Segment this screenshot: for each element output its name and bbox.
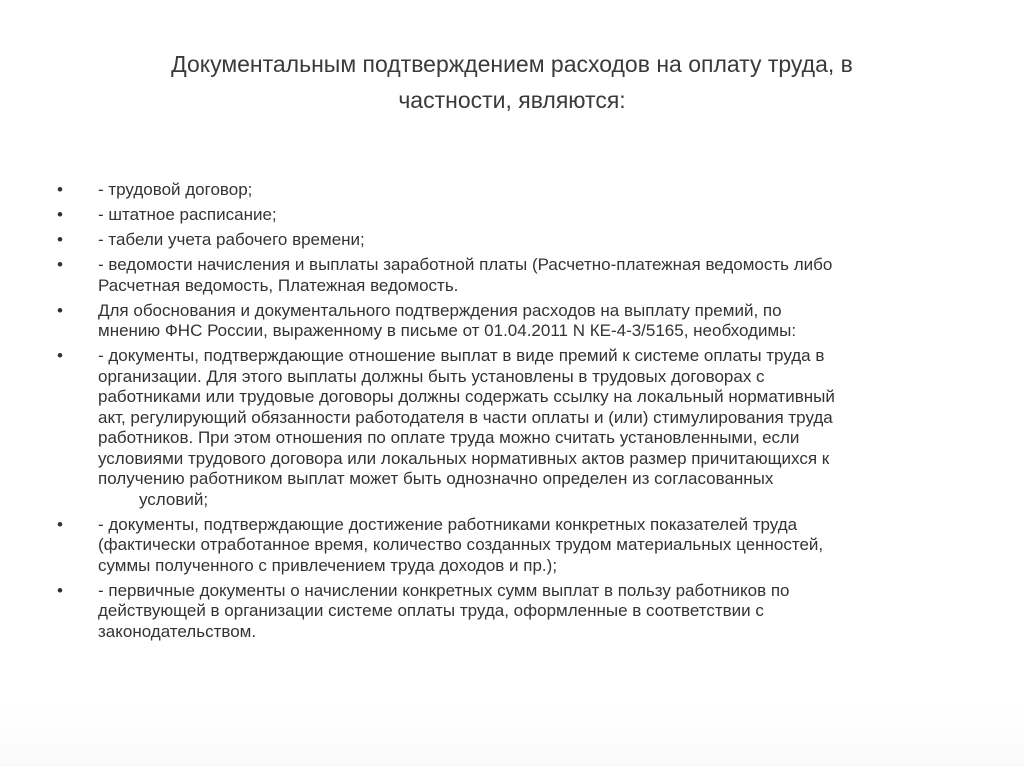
bullet-text-line: работников. При этом отношения по оплате труда можно считать установленными, если (98, 428, 800, 447)
bullet-text-line: Расчетная ведомость, Платежная ведомость. (98, 275, 459, 295)
bullet-dot-icon: • (57, 580, 63, 600)
bullet-text-line: Для обоснования и документального подтверждения расходов на выплату премий, по (98, 300, 782, 320)
bullet-text-line: - первичные документы о начислении конкретных сумм выплат в пользу работников по (98, 580, 790, 600)
bullet-text-line: - ведомости начисления и выплаты заработной платы (Расчетно-платежная ведомость либо (98, 255, 833, 274)
bullet-text-line: - документы, подтверждающие отношение выплат в виде премий к системе оплаты труда в (98, 346, 825, 365)
bullet-item (57, 180, 957, 201)
bullet-item (57, 230, 957, 251)
bullet-item (57, 581, 957, 643)
bullet-text-line: действующей в организации системе оплаты труда, оформленные в соответствии с (98, 601, 764, 620)
bullet-text (98, 301, 957, 342)
bullet-item (57, 301, 957, 342)
bullet-dot-icon: • (57, 514, 63, 534)
bullet-text (98, 180, 957, 201)
bullet-text-line: - табели учета рабочего времени; (98, 230, 365, 249)
bullet-item (57, 515, 957, 577)
slide-title-line: частности, являются: (398, 87, 626, 113)
bullet-text (98, 255, 957, 296)
bullet-dot-icon: • (57, 180, 63, 199)
bullet-dot-icon: • (57, 255, 63, 274)
bullet-dot-icon: • (57, 346, 63, 365)
bullet-text-line: мнению ФНС России, выраженному в письме от 01.04.2011 N КЕ-4-3/5165, необходимы: (98, 321, 797, 340)
bullet-dot-icon: • (57, 300, 63, 320)
bullet-item (57, 205, 957, 226)
bullet-text-line: - документы, подтверждающие достижение работниками конкретных показателей труда (98, 514, 798, 534)
bullet-text (98, 346, 957, 510)
bullet-text-line: - штатное расписание; (98, 205, 277, 224)
bullet-item (57, 346, 957, 510)
bullet-text-line: суммы полученного с привлечением труда доходов и пр.); (98, 555, 558, 575)
bullet-dot-icon: • (57, 230, 63, 249)
bullet-text (98, 515, 957, 577)
slide-title (100, 46, 924, 118)
bullet-text-line: условий; (139, 489, 209, 509)
bullet-dot-icon: • (57, 205, 63, 224)
bullet-text (98, 581, 957, 643)
bullet-text-line: - трудовой договор; (98, 180, 253, 199)
bullet-text-line: законодательством. (98, 621, 257, 641)
bullet-text (98, 205, 957, 226)
slide-title-line: Документальным подтверждением расходов на оплату труда, в (171, 51, 853, 77)
bullet-text (98, 230, 957, 251)
bullet-text-line: получению работником выплат может быть однозначно определен из согласованных (98, 469, 774, 488)
bullet-item (57, 255, 957, 296)
bullet-text-line: акт, регулирующий обязанности работодателя в части оплаты и (или) стимулирования труда (98, 407, 833, 427)
bullet-text-line: организации. Для этого выплаты должны быть установлены в трудовых договорах с (98, 366, 765, 386)
bullet-text-line: условиями трудового договора или локальных нормативных актов размер причитающихся к (98, 448, 830, 468)
bullet-text-line: работниками или трудовые договоры должны содержать ссылку на локальный нормативный (98, 387, 835, 406)
bullet-list (57, 180, 957, 647)
bullet-text-line: (фактически отработанное время, количество созданных трудом материальных ценностей, (98, 535, 824, 554)
